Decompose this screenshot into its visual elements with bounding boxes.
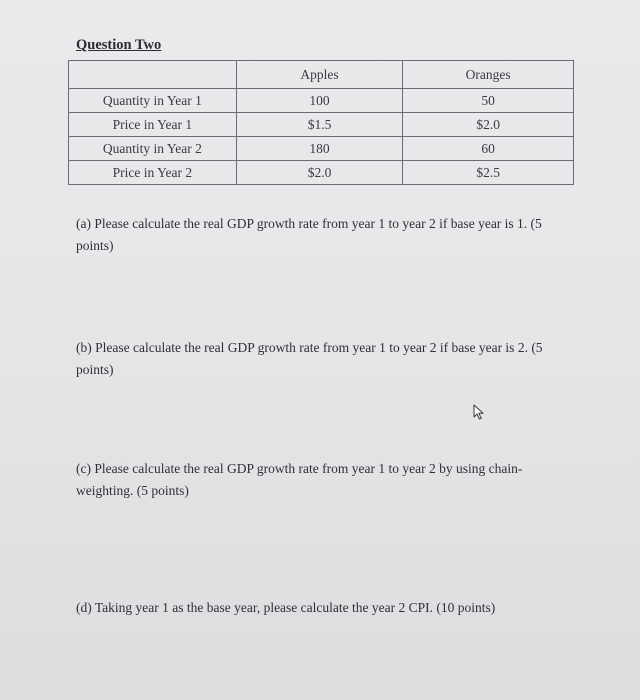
table-row [69, 137, 574, 161]
table-header-cell: Oranges [403, 61, 574, 89]
table-cell: $2.0 [236, 161, 403, 185]
mouse-pointer-icon [473, 404, 485, 420]
table-cell: 60 [403, 137, 574, 161]
question-a: (a) Please calculate the real GDP growth rate from year 1 to year 2 if base year is 1. (5 points) [76, 216, 542, 253]
table-cell: Quantity in Year 2 [69, 137, 237, 161]
table-cell: 100 [236, 89, 403, 113]
table-header-cell [69, 61, 237, 89]
table-row [69, 161, 574, 185]
table-cell: 50 [403, 89, 574, 113]
table-cell: 180 [236, 137, 403, 161]
table-cell: Price in Year 1 [69, 113, 237, 137]
table-row [69, 113, 574, 137]
table-header-cell: Apples [236, 61, 403, 89]
table-header-row [69, 61, 574, 89]
table-row [69, 89, 574, 113]
table-cell: $2.5 [403, 161, 574, 185]
table-cell: Quantity in Year 1 [69, 89, 237, 113]
table-cell: $2.0 [403, 113, 574, 137]
table-cell: $1.5 [236, 113, 403, 137]
question-b: (b) Please calculate the real GDP growth rate from year 1 to year 2 if base year is 2. (5 points) [76, 340, 543, 377]
table-cell: Price in Year 2 [69, 161, 237, 185]
data-table [68, 60, 574, 185]
question-d: (d) Taking year 1 as the base year, please calculate the year 2 CPI. (10 points) [76, 600, 496, 615]
question-c: (c) Please calculate the real GDP growth rate from year 1 to year 2 by using chain-weighting. (5 points) [76, 461, 523, 498]
question-heading: Question Two [76, 37, 162, 53]
